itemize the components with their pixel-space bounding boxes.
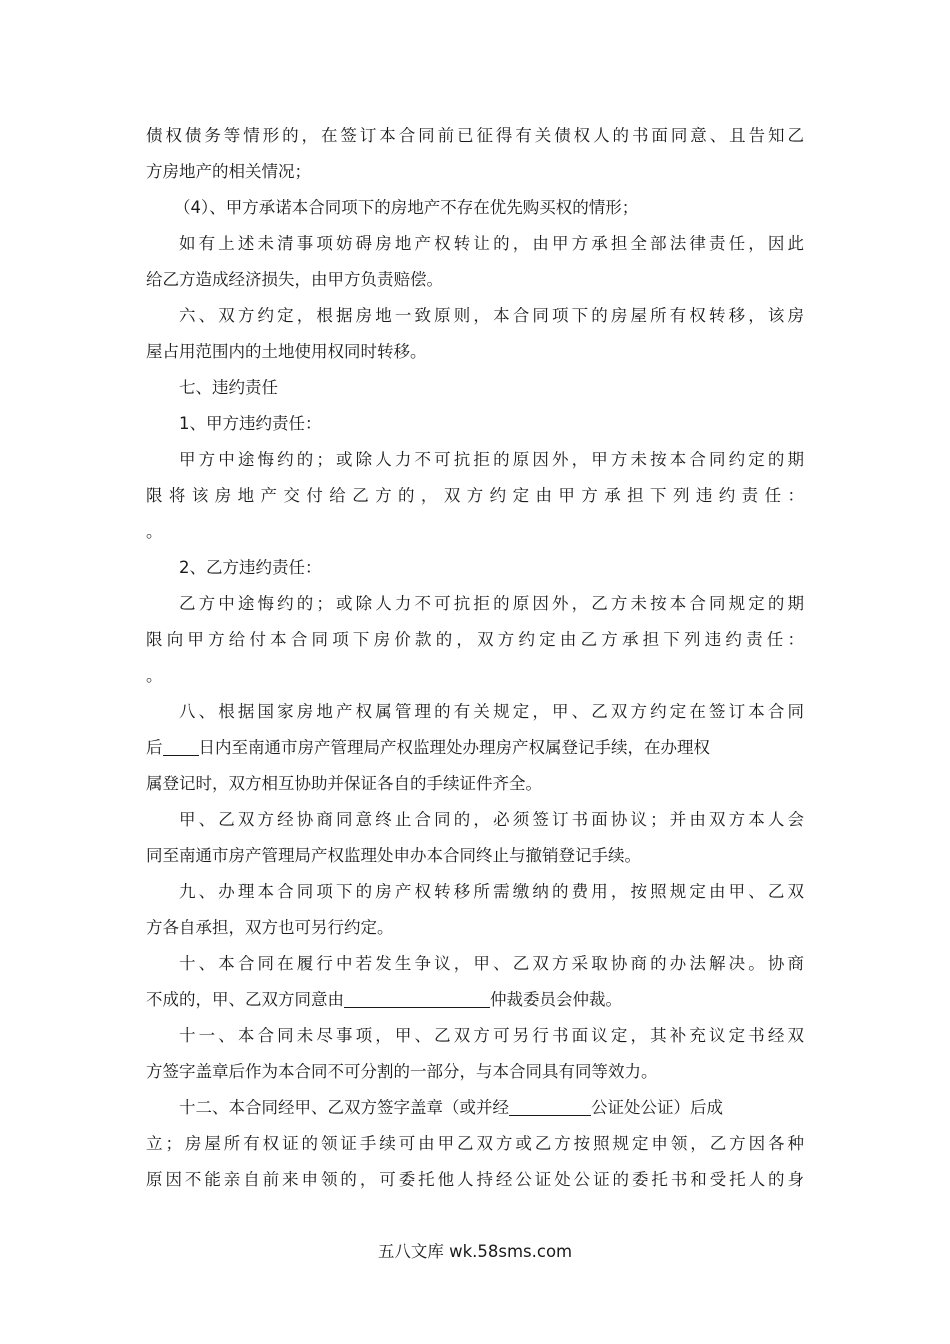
text-line: 七、违约责任 — [179, 378, 278, 397]
text-segment: 公证处公证）后成 — [591, 1098, 723, 1117]
text-line: 2、乙方违约责任： — [179, 558, 322, 577]
text-line: 甲方中途悔约的；或除人力不可抗拒的原因外，甲方未按本合同约定的期 — [179, 450, 804, 469]
text-line: 限将该房地产交付给乙方的，双方约定由甲方承担下列违约责任： — [146, 486, 804, 505]
paragraph — [146, 802, 804, 874]
document-body — [146, 118, 804, 1198]
text-segment: 十二、本合同经甲、乙双方签字盖章（或并经 — [179, 1098, 509, 1117]
paragraph — [146, 190, 804, 226]
text-line: 八、根据国家房地产权属管理的有关规定，甲、乙双方约定在签订本合同 — [179, 702, 804, 721]
text-segment: 仲裁委员会仲裁。 — [490, 990, 622, 1009]
text-line: 债权债务等情形的，在签订本合同前已征得有关债权人的书面同意、且告知乙 — [146, 126, 804, 145]
paragraph — [146, 406, 804, 442]
text-line: 十一、本合同未尽事项，甲、乙双方可另行书面议定，其补充议定书经双 — [179, 1026, 804, 1045]
text-line: 1、甲方违约责任： — [179, 414, 322, 433]
text-line-with-blank — [146, 1090, 804, 1126]
text-line: 如有上述未清事项妨碍房地产权转让的，由甲方承担全部法律责任，因此 — [179, 234, 804, 253]
text-line: 方签字盖章后作为本合同不可分割的一部分，与本合同具有同等效力。 — [146, 1062, 658, 1081]
text-segment: 日内至南通市房产管理局产权监理处办理房产权属登记手续，在办理权 — [198, 738, 710, 757]
text-line: 甲、乙双方经协商同意终止合同的，必须签订书面协议；并由双方本人会 — [179, 810, 804, 829]
text-line: 限向甲方给付本合同项下房价款的，双方约定由乙方承担下列违约责任： — [146, 630, 804, 649]
text-segment: 后 — [146, 738, 163, 757]
fill-in-blank — [163, 737, 199, 756]
text-line: 方房地产的相关情况； — [146, 162, 311, 181]
paragraph — [146, 442, 804, 550]
text-line-with-blank — [146, 730, 804, 766]
text-line: 十、本合同在履行中若发生争议，甲、乙双方采取协商的办法解决。协商 — [179, 954, 804, 973]
text-line: 六、双方约定，根据房地一致原则，本合同项下的房屋所有权转移，该房 — [179, 306, 804, 325]
text-line: （4）、甲方承诺本合同项下的房地产不存在优先购买权的情形； — [174, 198, 639, 217]
text-line: 。 — [146, 522, 163, 541]
paragraph — [146, 550, 804, 586]
text-segment: 不成的，甲、乙双方同意由 — [146, 990, 344, 1009]
footer-watermark: 五八文库 wk.58sms.com — [377, 1242, 573, 1261]
text-line: 。 — [146, 666, 163, 685]
paragraph — [146, 1018, 804, 1090]
text-line: 给乙方造成经济损失，由甲方负责赔偿。 — [146, 270, 443, 289]
fill-in-blank — [344, 989, 490, 1008]
paragraph — [146, 1090, 804, 1198]
paragraph — [146, 118, 804, 190]
paragraph — [146, 226, 804, 298]
text-line: 立；房屋所有权证的领证手续可由甲乙双方或乙方按照规定申领，乙方因各种 — [146, 1134, 804, 1153]
text-line: 同至南通市房产管理局产权监理处申办本合同终止与撤销登记手续。 — [146, 846, 641, 865]
text-line: 原因不能亲自前来申领的，可委托他人持经公证处公证的委托书和受托人的身 — [146, 1170, 804, 1189]
paragraph — [146, 946, 804, 1018]
text-line: 屋占用范围内的土地使用权同时转移。 — [146, 342, 427, 361]
paragraph — [146, 298, 804, 370]
text-line: 属登记时，双方相互协助并保证各自的手续证件齐全。 — [146, 774, 542, 793]
paragraph — [146, 694, 804, 802]
text-line: 乙方中途悔约的；或除人力不可抗拒的原因外，乙方未按本合同规定的期 — [179, 594, 804, 613]
text-line: 方各自承担，双方也可另行约定。 — [146, 918, 394, 937]
paragraph — [146, 874, 804, 946]
text-line: 九、办理本合同项下的房产权转移所需缴纳的费用，按照规定由甲、乙双 — [179, 882, 804, 901]
section-heading — [146, 370, 804, 406]
text-line-with-blank — [146, 982, 804, 1018]
paragraph — [146, 586, 804, 694]
fill-in-blank — [509, 1097, 591, 1116]
